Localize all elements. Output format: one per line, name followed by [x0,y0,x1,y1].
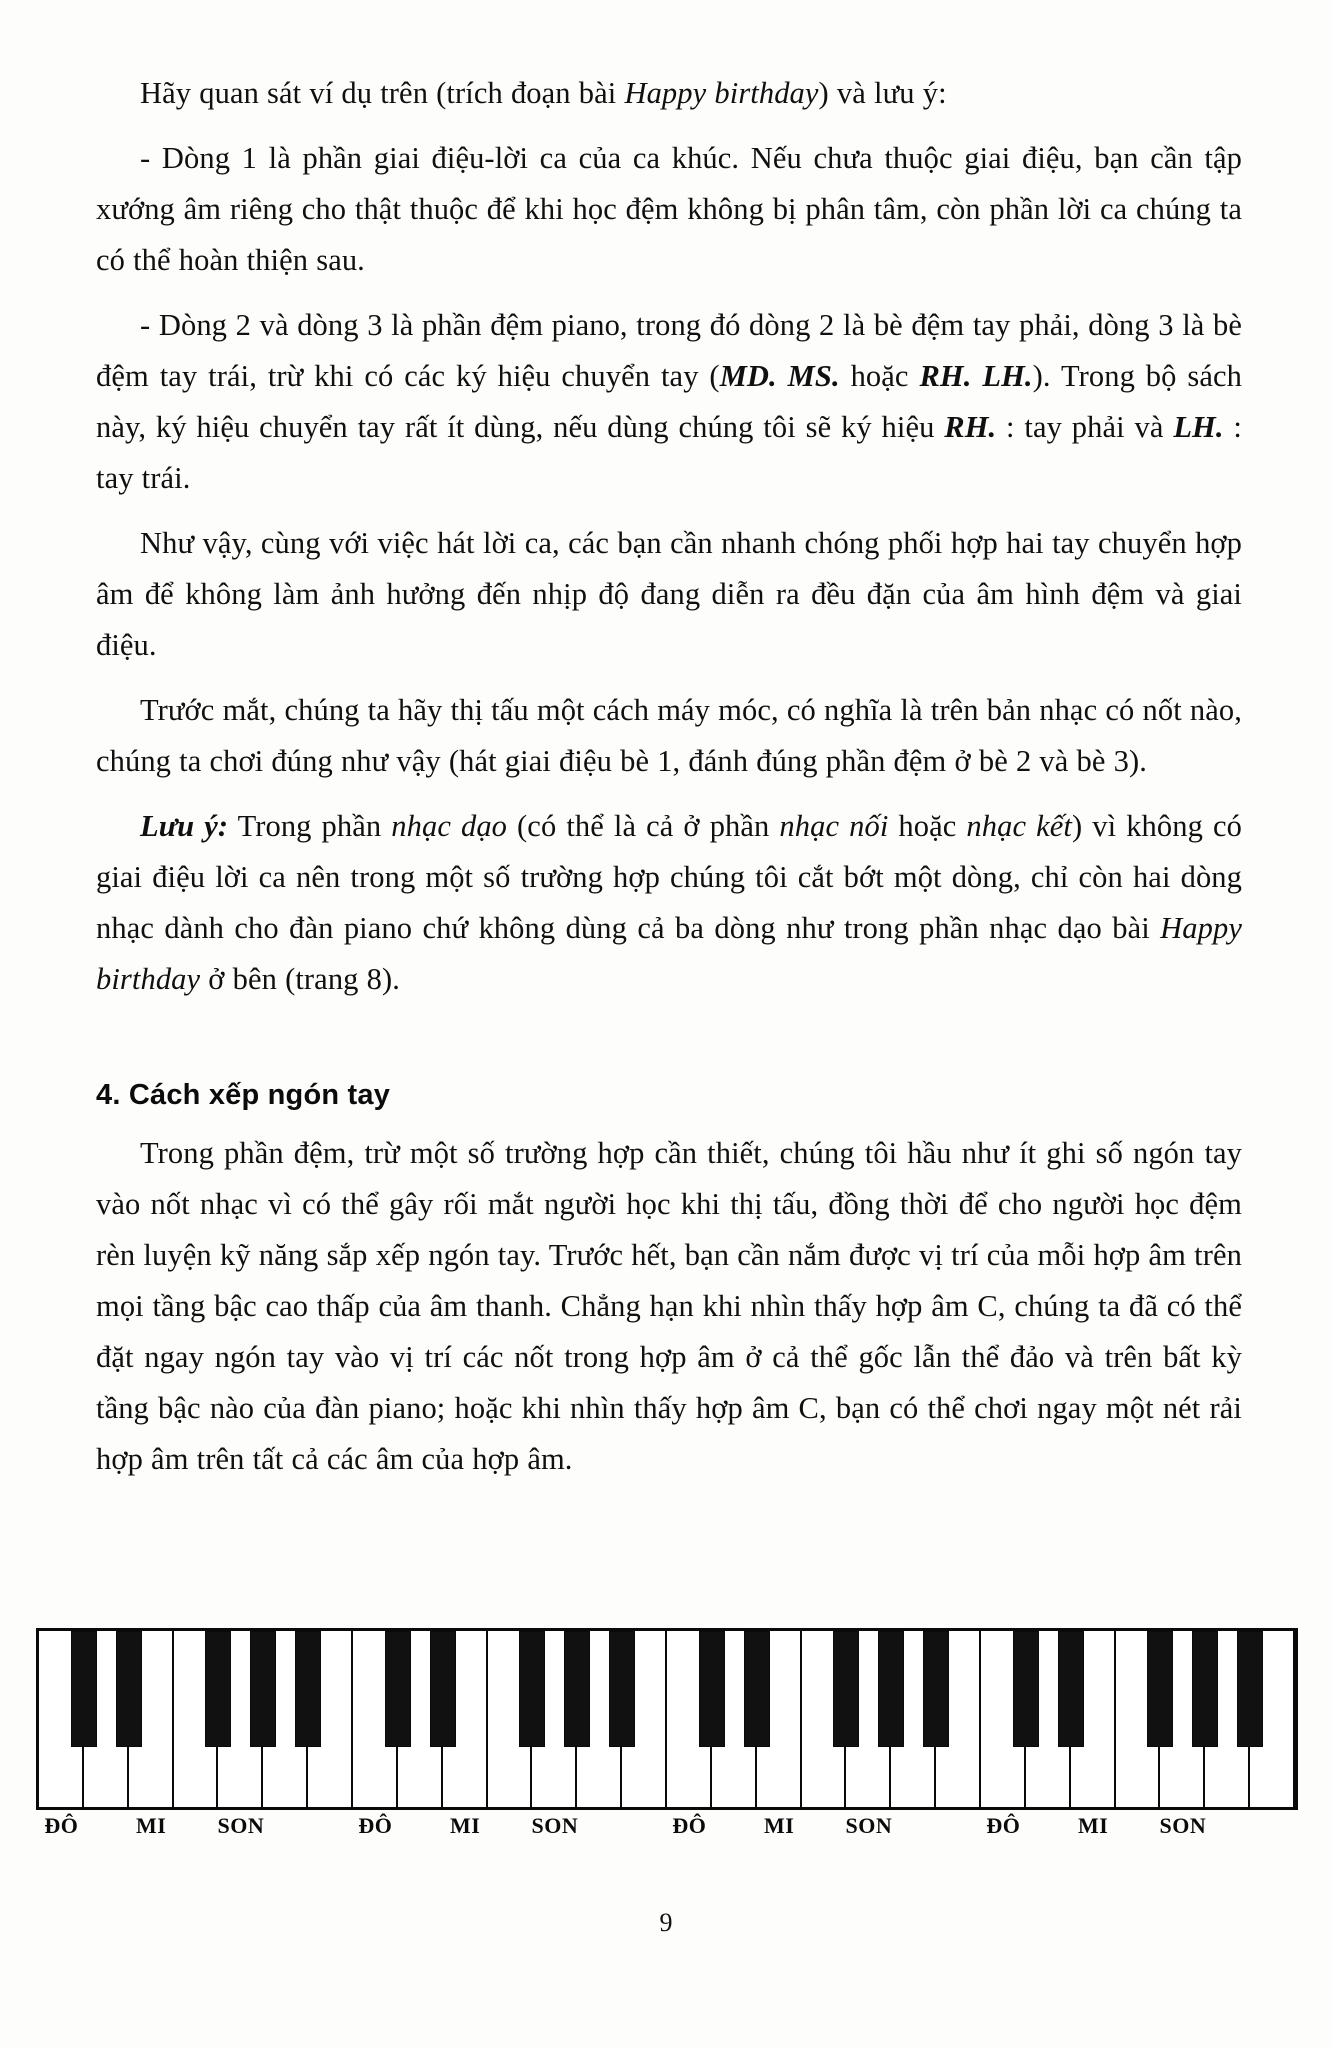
piano-black-key[interactable] [385,1631,411,1747]
text-run: ) vì không có giai điệu lời ca nên trong một số trường hợp chúng tôi cắt bớt một dòng, chỉ còn hai dòng nhạc dành cho đàn piano chứ không dùng cả ba dòng như trong phần nhạc dạo bài [96,809,1242,945]
text-run: nhạc kết [966,809,1072,843]
text-run: (có thể là cả ở phần [507,809,780,843]
text-run: Trước mắt, chúng ta hãy thị tấu một cách máy móc, có nghĩa là trên bản nhạc có nốt nào, chúng ta chơi đúng như vậy (hát giai điệu bè 1, đánh đúng phần đệm ở bè 2 và bè 3). [96,693,1242,778]
page-number: 9 [659,1908,673,1937]
piano-black-key[interactable] [1058,1631,1084,1747]
piano-black-key[interactable] [833,1631,859,1747]
piano-black-key[interactable] [116,1631,142,1747]
text-run: LH. [1173,410,1224,444]
paragraph-1 [96,68,1242,119]
text-run: ở bên (trang 8). [200,962,400,996]
text-run: Happy birthday [624,76,819,110]
text-run: : tay trái. [96,410,1242,495]
page-content [96,68,1242,1485]
piano-key-label: MI [1077,1813,1109,1838]
section-heading: 4. Cách xếp ngón tay [96,1079,391,1111]
paragraph-4 [96,518,1242,671]
section-paragraph-1 [96,1128,1242,1485]
piano-keyboard-figure [36,1628,1298,1857]
piano-black-key[interactable] [699,1631,725,1747]
piano-black-key[interactable] [923,1631,949,1747]
paragraph-5 [96,685,1242,787]
text-run: MD. MS. [719,359,840,393]
text-run: Lưu ý: [140,809,229,843]
piano-black-key[interactable] [250,1631,276,1747]
piano-black-key[interactable] [1013,1631,1039,1747]
piano-key-label: SON [531,1813,579,1838]
text-run: ). Trong bộ sách này, ký hiệu chuyển tay rất ít dùng, nếu dùng chúng tôi sẽ ký hiệu [96,359,1242,444]
piano-black-key[interactable] [1237,1631,1263,1747]
piano-key-labels [36,1813,1298,1857]
piano-black-key[interactable] [205,1631,231,1747]
paragraph-6 [96,801,1242,1005]
text-run: RH. [944,410,997,444]
text-run: Hãy quan sát ví dụ trên (trích đoạn bài [140,76,625,110]
piano-black-key[interactable] [744,1631,770,1747]
piano-black-key[interactable] [430,1631,456,1747]
piano-black-key[interactable] [519,1631,545,1747]
text-run: nhạc dạo [391,809,508,843]
text-run: hoặc [888,809,967,843]
piano-keyboard [36,1628,1298,1810]
piano-black-key[interactable] [1147,1631,1173,1747]
piano-key-label: ĐÔ [672,1813,707,1838]
piano-key-label: SON [217,1813,265,1838]
paragraph-2 [96,133,1242,286]
text-run: Như vậy, cùng với việc hát lời ca, các bạn cần nhanh chóng phối hợp hai tay chuyển hợp âm để không làm ảnh hưởng đến nhịp độ đang diễn ra đều đặn của âm hình đệm và giai điệu. [96,526,1242,662]
piano-black-key[interactable] [295,1631,321,1747]
section-4 [96,1079,1242,1485]
piano-key-label: MI [135,1813,167,1838]
text-run: Trong phần [228,809,392,843]
text-run: RH. LH. [919,359,1033,393]
piano-key-label: MI [763,1813,795,1838]
text-run: Trong phần đệm, trừ một số trường hợp cần thiết, chúng tôi hầu như ít ghi số ngón tay vào nốt nhạc vì có thể gây rối mắt người học khi thị tấu, đồng thời để cho người học đệm rèn luyện kỹ năng sắp xếp ngón tay. Trước hết, bạn cần nắm được vị trí của mỗi hợp âm trên mọi tầng bậc cao thấp của âm thanh. Chẳng hạn khi nhìn thấy hợp âm C, chúng ta đã có thể đặt ngay ngón tay vào vị trí các nốt trong hợp âm ở cả thể gốc lẫn thể đảo và trên bất kỳ tầng bậc nào của đàn piano; hoặc khi nhìn thấy hợp âm C, bạn có thể chơi ngay một nét rải hợp âm trên tất cả các âm của hợp âm. [96,1136,1242,1476]
piano-key-label: SON [845,1813,893,1838]
piano-key-label: ĐÔ [358,1813,393,1838]
piano-black-key[interactable] [878,1631,904,1747]
piano-black-key[interactable] [1192,1631,1218,1747]
text-run: nhạc nối [779,809,889,843]
text-run: ) và lưu ý: [818,76,947,110]
piano-black-key[interactable] [564,1631,590,1747]
text-run: - Dòng 2 và dòng 3 là phần đệm piano, trong đó dòng 2 là bè đệm tay phải, dòng 3 là bè đệm tay trái, trừ khi có các ký hiệu chuyển tay ( [96,308,1242,393]
piano-key-label: SON [1159,1813,1207,1838]
text-run: Happy birthday [96,911,1242,996]
piano-key-label: MI [449,1813,481,1838]
text-run: - Dòng 1 là phần giai điệu-lời ca của ca khúc. Nếu chưa thuộc giai điệu, bạn cần tập xướng âm riêng cho thật thuộc để khi học đệm không bị phân tâm, còn phần lời ca chúng ta có thể hoàn thiện sau. [96,141,1242,277]
text-run: : tay phải và [996,410,1174,444]
text-run: hoặc [839,359,920,393]
piano-key-label: ĐÔ [986,1813,1021,1838]
paragraph-3 [96,300,1242,504]
piano-key-label: ĐÔ [44,1813,79,1838]
piano-black-key[interactable] [609,1631,635,1747]
piano-black-key[interactable] [71,1631,97,1747]
